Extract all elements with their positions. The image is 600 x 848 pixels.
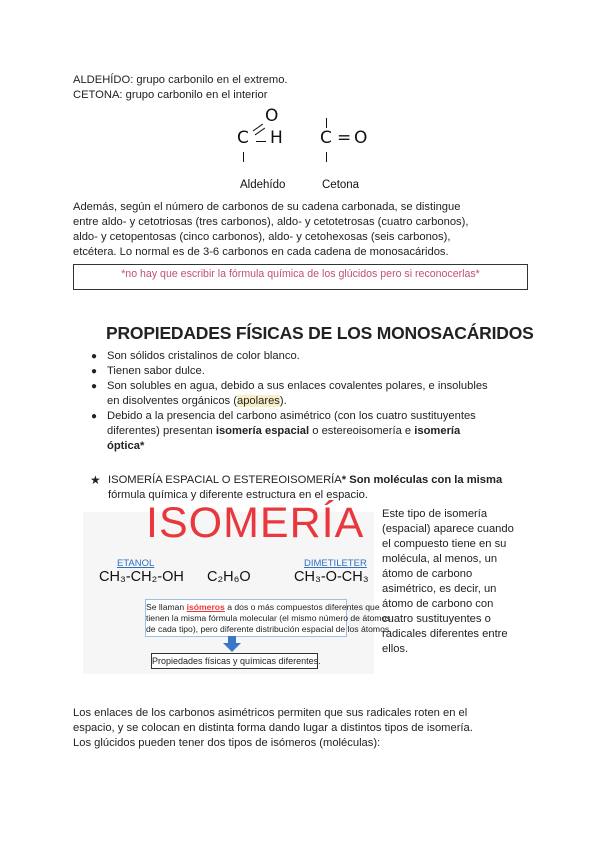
side-text-line: ellos. bbox=[382, 643, 409, 655]
properties-box: Propiedades físicas y químicas diferentes. bbox=[151, 653, 318, 669]
note-box bbox=[73, 264, 528, 290]
highlighted-term: apolares bbox=[236, 395, 280, 407]
side-text-line: (espacial) aparece cuando bbox=[382, 523, 514, 535]
paragraph-line: aldo- y cetopentosas (cinco carbonos), aldo- y cetohexosas (seis carbonos), bbox=[73, 231, 451, 243]
dimethylether-formula: CH₃-O-CH₃ bbox=[294, 569, 369, 585]
bullet-dot-icon: ● bbox=[91, 381, 98, 392]
ketone-definition: CETONA: grupo carbonilo en el interior bbox=[73, 89, 268, 101]
aldehyde-oxygen: O bbox=[265, 106, 279, 126]
paragraph-line: Los glúcidos pueden tener dos tipos de isómeros (moléculas): bbox=[73, 737, 381, 749]
side-text-line: el compuesto tiene en su bbox=[382, 538, 507, 550]
isomeros-term: isómeros bbox=[186, 602, 225, 612]
list-item: ● Debido a la presencia del carbono asimétrico (con los cuatro sustituyentes diferentes) presentan isomería espacial o estereoisomería e isomería óptica* bbox=[91, 410, 476, 452]
ketone-oxygen: O bbox=[354, 128, 368, 148]
aldehyde-hydrogen: H bbox=[270, 128, 283, 148]
asymmetric-carbon-paragraph bbox=[73, 706, 473, 751]
paragraph-line: espacio, y se colocan en distinta forma dando lugar a distintos tipos de isomería. bbox=[73, 722, 473, 734]
note-text: *no hay que escribir la fórmula química de los glúcidos pero si reconocerlas* bbox=[121, 268, 480, 280]
star-item: ★ ISOMERÍA ESPACIAL O ESTEREOISOMERÍA* Son moléculas con la misma fórmula química y diferente estructura en el espacio. bbox=[90, 473, 503, 501]
star-icon: ★ bbox=[90, 473, 101, 487]
side-text-line: átomo de carbono bbox=[382, 568, 473, 580]
figure-title: ISOMERÍA bbox=[146, 499, 365, 547]
ethanol-formula: CH₃-CH₂-OH bbox=[99, 569, 184, 585]
section-title: PROPIEDADES FÍSICAS DE LOS MONOSACÁRIDOS bbox=[106, 323, 534, 343]
molecular-formula: C₂H₆O bbox=[207, 569, 251, 585]
aldehyde-lower-bond bbox=[243, 152, 244, 162]
paragraph-line: entre aldo- y cetotriosas (tres carbonos), aldo- y cetotetrosas (cuatro carbonos), bbox=[73, 216, 469, 228]
paragraph-line: Los enlaces de los carbonos asimétricos permiten que sus radicales roten en el bbox=[73, 707, 468, 719]
properties-list bbox=[87, 349, 537, 454]
isomeria-figure bbox=[83, 499, 392, 674]
aldehyde-definition: ALDEHÍDO: grupo carbonilo en el extremo. bbox=[73, 74, 288, 86]
single-bond-h bbox=[256, 141, 266, 142]
side-text-line: átomo de carbono con bbox=[382, 598, 494, 610]
side-text-line: cuatro sustituyentes o bbox=[382, 613, 491, 625]
ketone-double-bond: = bbox=[337, 128, 352, 148]
aldehyde-caption: Aldehído bbox=[240, 179, 286, 191]
side-text-line: radicales diferentes entre bbox=[382, 628, 508, 640]
side-text-line: asimétrico, es decir, un bbox=[382, 583, 497, 595]
down-arrow-head-icon bbox=[223, 643, 241, 652]
list-item: ● Son solubles en agua, debido a sus enlaces covalentes polares, e insolubles en disolventes orgánicos (apolares). bbox=[91, 380, 488, 407]
bullet-dot-icon: ● bbox=[91, 351, 98, 362]
ketone-upper-bond bbox=[326, 118, 327, 128]
bullet-dot-icon: ● bbox=[91, 411, 98, 422]
bullet-dot-icon: ● bbox=[91, 366, 98, 377]
carbon-count-paragraph bbox=[73, 200, 468, 260]
ketone-caption: Cetona bbox=[322, 179, 360, 191]
side-text-line: Este tipo de isomería bbox=[382, 508, 488, 520]
ketone-carbon: C bbox=[320, 128, 332, 148]
isomer-definition: Se llaman isómeros a dos o más compuestos diferentes que tienen la misma fórmula molecular (el mismo número de átomos de cada tipo), pero diferente distribución espacial de los átomos. bbox=[145, 599, 347, 637]
dimethylether-label: DIMETILETER bbox=[304, 558, 367, 569]
list-item: ● Son sólidos cristalinos de color blanco. bbox=[91, 350, 300, 362]
side-text-line: molécula, al menos, un bbox=[382, 553, 498, 565]
aldehyde-carbon: C bbox=[237, 128, 249, 148]
ketone-lower-bond bbox=[326, 152, 327, 162]
ethanol-label: ETANOL bbox=[117, 558, 155, 569]
paragraph-line: Además, según el número de carbonos de su cadena carbonada, se distingue bbox=[73, 201, 461, 213]
list-item: ● Tienen sabor dulce. bbox=[91, 365, 205, 377]
paragraph-line: etcétera. Lo normal es de 3-6 carbonos en cada cadena de monosacáridos. bbox=[73, 246, 449, 258]
isomeria-side-text bbox=[382, 507, 532, 657]
